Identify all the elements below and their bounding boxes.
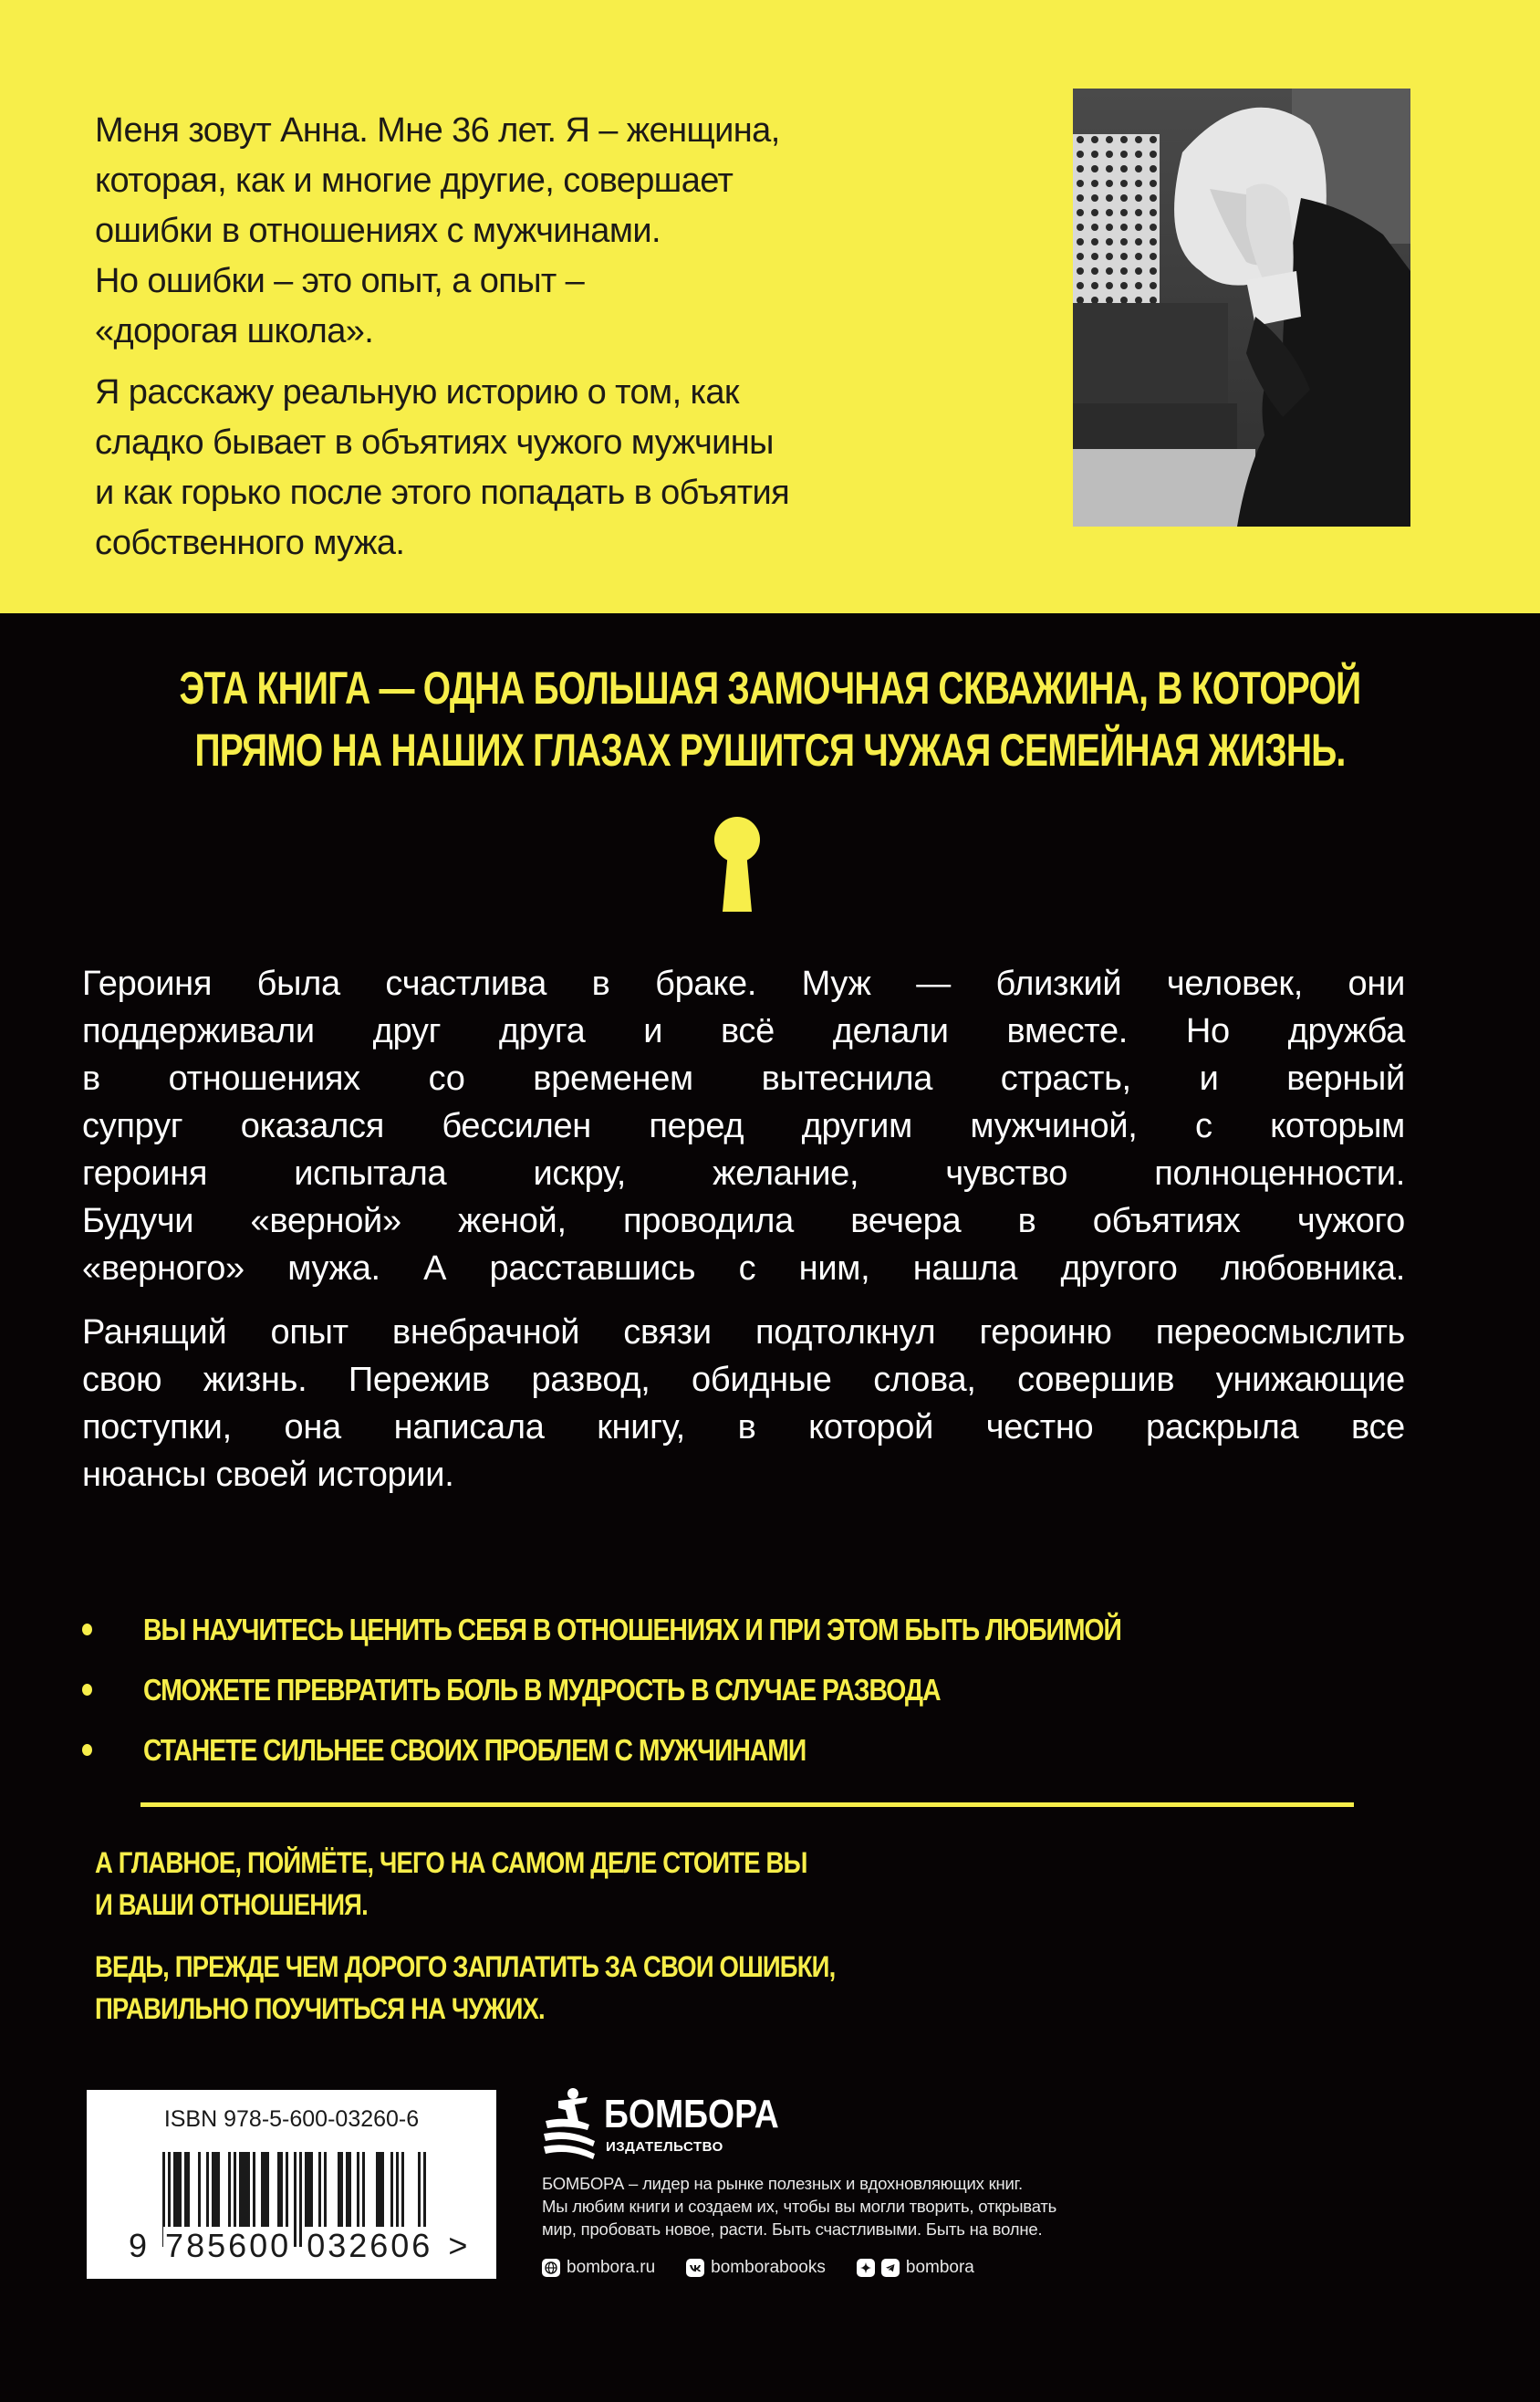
publisher-subtitle: ИЗДАТЕЛЬСТВО (606, 2139, 723, 2155)
publisher-social-links (542, 2258, 1005, 2278)
social-link-telegram[interactable] (857, 2258, 974, 2278)
social-link-website[interactable] (542, 2258, 655, 2278)
publisher-logo (542, 2084, 816, 2167)
text-line: ПРАВИЛЬНО ПОУЧИТЬСЯ НА ЧУЖИХ. (95, 1992, 545, 2025)
vk-icon (686, 2259, 704, 2277)
isbn-barcode (87, 2090, 496, 2279)
text-line: Ранящий опыт внебрачной связи подтолкнул героиню переосмыслить (82, 1313, 1405, 1352)
text-line: И ВАШИ ОТНОШЕНИЯ. (95, 1888, 368, 1921)
benefit-label: СТАНЕТЕ СИЛЬНЕЕ СВОИХ ПРОБЛЕМ С МУЖЧИНАМИ (143, 1733, 806, 1767)
text-line: нюансы своей истории. (82, 1456, 454, 1494)
text-line: «дорогая школа». (95, 312, 374, 350)
bullet-dot-icon (82, 1744, 92, 1756)
text-line: БОМБОРА – лидер на рынке полезных и вдохновляющих книг. (542, 2174, 1023, 2193)
benefit-label: СМОЖЕТЕ ПРЕВРАТИТЬ БОЛЬ В МУДРОСТЬ В СЛУЧАЕ РАЗВОДА (143, 1673, 941, 1707)
text-line: Но ошибки – это опыт, а опыт – (95, 262, 585, 300)
ean-digit-group: 032606 (307, 2227, 433, 2264)
ean-digit-group: > (448, 2227, 471, 2264)
text-line: ошибки в отношениях с мужчинами. (95, 212, 661, 250)
author-intro-text (95, 106, 1007, 569)
ean-digit-group: 9 (129, 2227, 151, 2264)
text-line: героиня испытала искру, желание, чувство полноценности. (82, 1154, 1405, 1193)
ean-digit-group: 785600 (165, 2227, 292, 2264)
ean-digits (127, 2227, 472, 2265)
text-line: поступки, она написала книгу, в которой честно раскрыла все (82, 1408, 1405, 1446)
text-line: поддерживали друг друга и всё делали вместе. Но дружба (82, 1012, 1405, 1050)
telegram-icon (881, 2259, 900, 2277)
surfer-logo-icon (542, 2084, 597, 2163)
social-label: bombora (905, 2258, 974, 2277)
bullet-dot-icon (82, 1684, 92, 1696)
text-line: и как горько после этого попадать в объятия (95, 474, 790, 512)
benefit-item (82, 1660, 1414, 1720)
text-line: Я расскажу реальную историю о том, как (95, 373, 739, 412)
benefits-list (82, 1600, 1414, 1781)
benefit-item (82, 1720, 1414, 1781)
text-line: Будучи «верной» женой, проводила вечера в объятиях чужого (82, 1202, 1405, 1240)
text-line: супруг оказался бессилен перед другим мужчиной, с которым (82, 1107, 1405, 1145)
globe-icon (542, 2259, 560, 2277)
text-line: собственного мужа. (95, 524, 405, 562)
headline-line: ПРЯМО НА НАШИХ ГЛАЗАХ РУШИТСЯ ЧУЖАЯ СЕМЕЙНАЯ ЖИЗНЬ. (194, 725, 1346, 776)
benefit-item (82, 1600, 1414, 1660)
author-intro-paragraph-1 (95, 106, 1007, 357)
section-divider (140, 1802, 1354, 1807)
publisher-name: БОМБОРА (604, 2092, 779, 2136)
book-description (82, 960, 1405, 1499)
text-line: в отношениях со временем вытеснила страсть, и верный (82, 1060, 1405, 1098)
text-line: Меня зовут Анна. Мне 36 лет. Я – женщина, (95, 111, 780, 150)
author-photo-image (1073, 89, 1410, 527)
publisher-description (542, 2172, 1217, 2240)
closing-paragraph-2 (95, 1946, 1190, 2030)
social-label: bombora.ru (567, 2258, 656, 2277)
text-line: мир, пробовать новое, расти. Быть счастливыми. Быть на волне. (542, 2219, 1043, 2239)
keyhole-icon (710, 815, 765, 914)
author-intro-section (0, 0, 1540, 613)
closing-text (95, 1842, 1190, 2030)
headline (170, 657, 1371, 781)
description-paragraph-2 (82, 1309, 1405, 1499)
closing-paragraph-1 (95, 1842, 1190, 1926)
isbn-label: ISBN 978-5-600-03260-6 (163, 2106, 420, 2132)
text-line: свою жизнь. Пережив развод, обидные слова, совершив унижающие (82, 1361, 1405, 1399)
text-line: Героиня была счастлива в браке. Муж — близкий человек, они (82, 965, 1405, 1003)
text-line: А ГЛАВНОЕ, ПОЙМЁТЕ, ЧЕГО НА САМОМ ДЕЛЕ СТОИТЕ ВЫ (95, 1846, 807, 1879)
text-line: ВЕДЬ, ПРЕЖДЕ ЧЕМ ДОРОГО ЗАПЛАТИТЬ ЗА СВОИ ОШИБКИ, (95, 1950, 836, 1983)
social-label: bomborabooks (711, 2258, 826, 2277)
author-intro-paragraph-2 (95, 368, 1007, 569)
bullet-dot-icon (82, 1624, 92, 1635)
author-photo (1073, 89, 1410, 527)
text-line: сладко бывает в объятиях чужого мужчины (95, 423, 774, 462)
text-line: «верного» мужа. А расставшись с ним, нашла другого любовника. (82, 1249, 1405, 1288)
text-line: Мы любим книги и создаем их, чтобы вы могли творить, открывать (542, 2197, 1057, 2216)
benefit-label: ВЫ НАУЧИТЕСЬ ЦЕНИТЬ СЕБЯ В ОТНОШЕНИЯХ И ПРИ ЭТОМ БЫТЬ ЛЮБИМОЙ (143, 1613, 1121, 1646)
description-paragraph-1 (82, 960, 1405, 1292)
sparkle-icon (857, 2259, 875, 2277)
social-link-vk[interactable] (686, 2258, 826, 2278)
text-line: которая, как и многие другие, совершает (95, 162, 734, 200)
headline-line: ЭТА КНИГА — ОДНА БОЛЬШАЯ ЗАМОЧНАЯ СКВАЖИНА, В КОТОРОЙ (179, 663, 1361, 714)
